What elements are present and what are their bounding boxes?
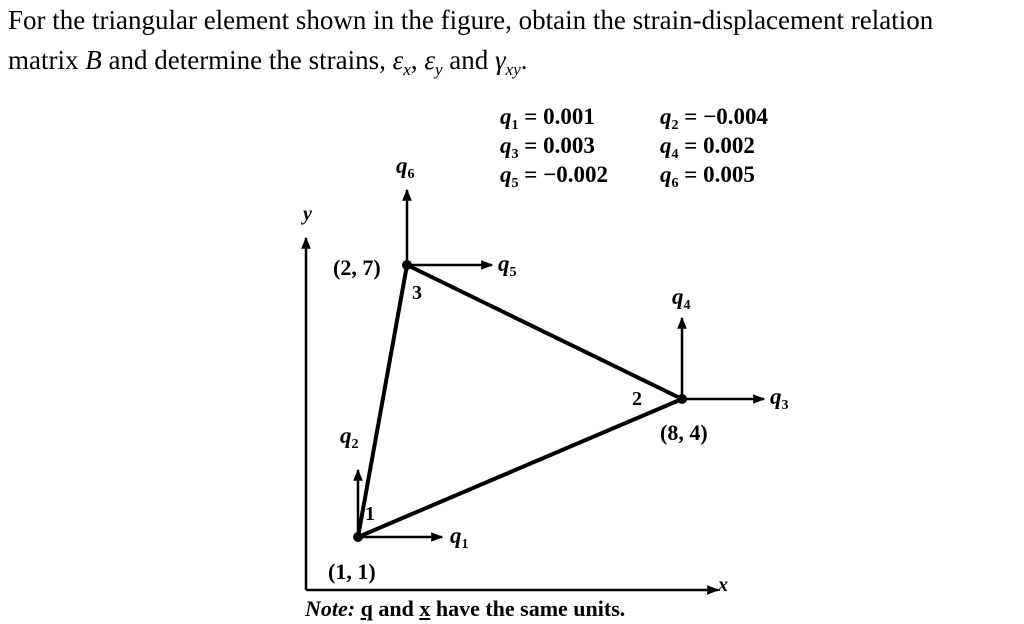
displacement-q2: $q_2 = -0.004$ [660, 104, 768, 133]
node-3-number: 3 [412, 282, 422, 304]
displacement-q1: $q_1 = 0.001$ [500, 104, 595, 133]
node-2-number: 2 [632, 388, 642, 410]
dof-label-q6: $q_6$ [396, 153, 415, 182]
shear-strain-gamma-xy: $\gamma_{xy}$ [495, 45, 521, 79]
dof-label-q2: $q_2$ [340, 423, 359, 452]
displacement-q5: $q_5 = -0.002$ [500, 162, 608, 191]
y-axis-label: y [303, 203, 312, 225]
node-1-number: 1 [365, 503, 375, 525]
edge-1-3 [358, 265, 407, 537]
problem-line-1: For the triangular element shown in the figure, obtain the strain-displacement relation [8, 5, 934, 35]
problem-line-2: matrix B and determine the strains, $\varepsilon_x$, $\varepsilon_y$ and $\gamma_{xy}$. [8, 45, 528, 79]
displacement-q4: $q_4 = 0.002$ [660, 133, 755, 162]
node-3-coord: (2, 7) [333, 255, 381, 280]
strain-epsilon-y: $\varepsilon_y$ [424, 45, 443, 79]
node-1-coord: (1, 1) [328, 559, 376, 584]
edge-3-2 [407, 265, 682, 399]
dof-label-q1: $q_1$ [450, 523, 469, 552]
units-note: Note: q and x have the same units. [305, 596, 626, 621]
x-axis-label: x [718, 574, 728, 596]
dof-label-q4: $q_4$ [672, 284, 691, 313]
matrix-symbol: B [85, 45, 102, 75]
displacement-q6: $q_6 = 0.005$ [660, 162, 755, 191]
dof-label-q5: $q_5$ [498, 251, 517, 280]
node-2-coord: (8, 4) [660, 420, 708, 445]
dof-label-q3: $q_3$ [770, 384, 789, 413]
displacement-q3: $q_3 = 0.003$ [500, 133, 595, 162]
strain-epsilon-x: $\varepsilon_x$ [392, 45, 411, 79]
edge-2-1 [358, 399, 682, 537]
note-label: Note: [305, 596, 356, 621]
